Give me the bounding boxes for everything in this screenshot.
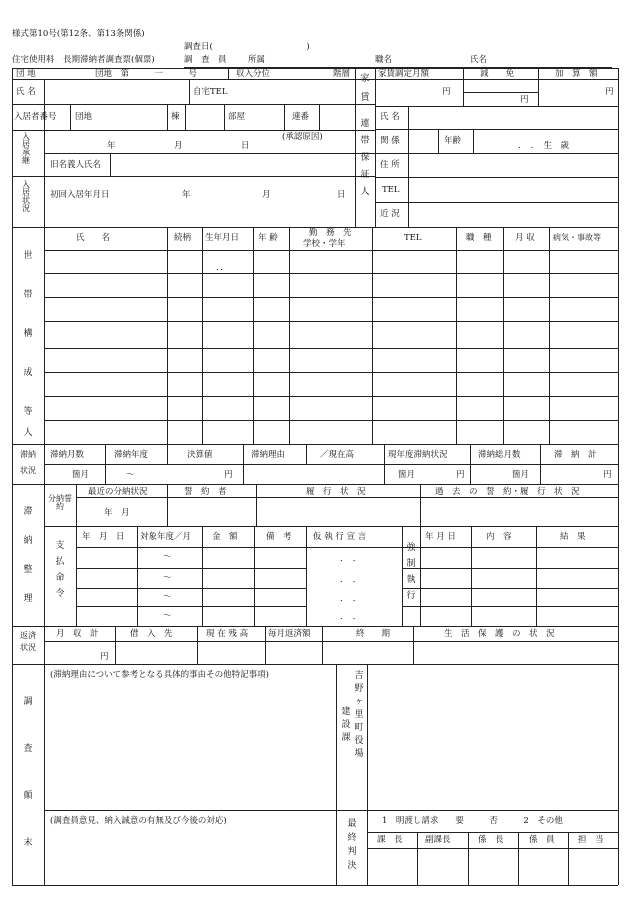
form-text: 円: [520, 95, 529, 105]
table-rule: [12, 130, 375, 131]
table-rule: [402, 606, 618, 607]
table-rule: [44, 250, 618, 251]
form-text: ． ．: [340, 612, 362, 622]
table-rule: [473, 129, 474, 153]
table-rule: [137, 526, 138, 626]
form-text: 連番: [292, 112, 310, 122]
table-rule: [518, 832, 519, 885]
survey-note-2: (調査員意見、納入誠意の有無及び今後の対応): [50, 816, 227, 826]
table-rule: [12, 664, 618, 665]
form-text: 関 係: [380, 136, 400, 146]
position-label: 職名: [375, 55, 393, 65]
form-text: 内 容: [486, 532, 512, 542]
table-rule: [375, 202, 618, 203]
rent-month-label: 家賃調定月額: [378, 69, 430, 79]
form-text: 仮 執 行 宣 言: [313, 532, 367, 542]
form-text: ．．: [216, 263, 229, 273]
form-text: 円: [224, 470, 233, 480]
form-text: 団地: [75, 112, 93, 122]
form-text: 病気・事故等: [553, 233, 601, 242]
table-rule: [256, 484, 257, 526]
addition-label: 加 算 額: [555, 69, 598, 79]
arrears-vertical: 滞納 状況: [20, 450, 36, 475]
form-text: 対象年度／月: [140, 532, 192, 542]
table-rule: [463, 68, 464, 106]
form-text: 滞納総月数: [478, 450, 521, 460]
table-rule: [44, 372, 618, 373]
table-rule: [12, 484, 618, 485]
form-text: 現 在 残 高: [206, 629, 249, 639]
form-text: 過 去 の 誓 約・履 行 状 況: [435, 487, 580, 497]
affiliation-label: 所属: [248, 55, 266, 65]
form-text: ． ． 生 歳: [518, 141, 570, 151]
form-text: ～: [163, 573, 172, 583]
table-rule: [115, 626, 116, 664]
form-text: 氏 名: [76, 233, 111, 243]
frame-left: [12, 68, 13, 885]
name-label: 氏 名: [16, 87, 36, 97]
form-text: 日: [337, 190, 346, 200]
form-text: 備 考: [266, 532, 292, 542]
form-text: 現年度滞納状況: [388, 450, 448, 460]
table-rule: [384, 444, 385, 484]
table-rule: [105, 444, 106, 484]
table-rule: [44, 810, 618, 811]
form-text: 円: [603, 470, 612, 480]
final-decision-vertical: 最 終 判 決: [347, 819, 357, 871]
table-rule: [284, 104, 285, 130]
office-vertical: 吉 野 ヶ 里 町 役 場: [354, 671, 364, 759]
table-rule: [167, 227, 168, 444]
resident-no-label: 入居者番号: [14, 112, 57, 122]
survey-note-1: (滞納理由について参考となる具体的事由その他特記事項): [50, 670, 269, 680]
forced-vertical: 強 制 執 行: [406, 543, 416, 601]
table-rule: [372, 227, 373, 444]
table-rule: [44, 444, 45, 484]
table-rule: [503, 227, 504, 444]
approval-reason: (承認原因): [282, 132, 323, 142]
table-rule: [438, 129, 439, 153]
form-text: 最近の分納状況: [88, 487, 148, 497]
table-rule: [367, 664, 368, 885]
table-rule: [367, 848, 618, 849]
table-rule: [375, 153, 618, 154]
form-text: 年齢: [444, 136, 462, 146]
table-rule: [76, 484, 77, 626]
table-rule: [253, 227, 254, 444]
table-rule: [44, 420, 618, 421]
table-rule: [468, 832, 469, 885]
table-rule: [76, 568, 306, 569]
table-rule: [228, 68, 229, 79]
form-text: 年 月 日: [425, 532, 456, 542]
table-rule: [456, 227, 457, 444]
form-text: 近 況: [380, 209, 400, 219]
table-rule: [375, 106, 618, 107]
table-rule: [336, 664, 337, 885]
form-number: 様式第10号(第12条、第13条関係): [12, 29, 145, 39]
form-text: 円: [605, 87, 614, 97]
table-rule: [417, 832, 418, 885]
table-rule: [322, 626, 323, 664]
table-rule: [44, 641, 618, 642]
first-date-label: 初回入居年月日: [50, 190, 110, 200]
table-rule: [44, 664, 45, 885]
table-rule: [44, 464, 618, 465]
form-text: 箇月: [512, 470, 530, 480]
table-rule: [470, 444, 471, 484]
danchi-label: 団 地: [16, 69, 36, 79]
home-tel-label: 自宅TEL: [193, 87, 228, 97]
table-rule: [540, 444, 541, 484]
form-text: 年: [182, 190, 191, 200]
table-rule: [44, 484, 45, 626]
table-rule: [44, 227, 45, 444]
table-rule: [319, 104, 320, 130]
table-rule: [12, 444, 618, 445]
table-rule: [408, 106, 409, 227]
form-text: 結 果: [560, 532, 586, 542]
form-text: ． ．: [340, 594, 362, 604]
eviction-request: 1 明渡し請求 要 否 2 その他: [382, 816, 563, 826]
table-rule: [76, 588, 306, 589]
survey-date: 調査日( ): [184, 42, 310, 52]
survey-vertical: 調 査 顛 末: [23, 697, 33, 848]
table-rule: [375, 177, 618, 178]
table-rule: [44, 396, 618, 397]
table-rule: [202, 526, 203, 626]
guarantor-vertical: 連 帯 保 証 人: [360, 119, 370, 197]
table-rule: [243, 444, 244, 484]
form-text: 続柄: [174, 233, 192, 243]
form-text: 日: [241, 141, 250, 151]
repayment-vertical: 返済 状況: [20, 631, 36, 652]
form-text: 毎月返済額: [268, 629, 311, 639]
form-text: ～: [163, 592, 172, 602]
form-text: 部屋: [228, 112, 246, 122]
table-rule: [44, 297, 618, 298]
form-text: TEL: [382, 185, 400, 195]
form-text: 係 長: [478, 835, 504, 845]
table-rule: [402, 526, 403, 626]
form-text: 課 長: [377, 835, 403, 845]
order-vertical: 支 払 命 令: [55, 541, 65, 599]
table-rule: [185, 104, 186, 130]
form-text: 勤 務 先: [309, 228, 352, 238]
table-rule: [189, 79, 190, 104]
table-rule: [471, 526, 472, 626]
form-text: 月: [262, 190, 271, 200]
reduction-label: 減 免: [480, 69, 515, 79]
form-text: 箇月: [398, 470, 416, 480]
table-rule: [167, 484, 168, 526]
table-rule: [402, 568, 618, 569]
form-text: 職 種: [466, 233, 492, 243]
former-name-label: 旧名義人氏名: [50, 160, 102, 170]
form-text: 副課長: [425, 835, 451, 845]
form-text: 氏 名: [380, 112, 400, 122]
table-rule: [402, 588, 618, 589]
table-rule: [413, 626, 414, 664]
form-text: 棟: [171, 112, 180, 122]
rent-vertical: 家 賃: [360, 74, 370, 103]
table-rule: [167, 444, 168, 464]
form-text: ～: [163, 552, 172, 562]
form-text: 学校・学年: [303, 239, 346, 249]
table-rule: [44, 626, 45, 664]
form-text: ～: [163, 611, 172, 621]
table-rule: [568, 832, 569, 885]
table-rule: [420, 484, 421, 526]
status-vertical: 入 居 状 況: [22, 180, 30, 213]
approval-vertical: 入 居 承 継: [22, 132, 30, 165]
form-text: 借 入 先: [130, 629, 173, 639]
table-rule: [367, 832, 618, 833]
table-rule: [463, 92, 538, 93]
form-text: 箇月: [72, 470, 90, 480]
table-rule: [420, 526, 421, 626]
form-text: 滞納年度: [114, 450, 149, 460]
table-rule: [375, 68, 376, 227]
form-text: 年 月: [104, 508, 130, 518]
form-text: 誓 約 者: [184, 487, 227, 497]
form-text: 担 当: [578, 835, 604, 845]
danchi-number: 団地 第 一 号: [95, 69, 198, 79]
form-text: 生年月日: [205, 233, 240, 243]
table-rule: [355, 68, 356, 227]
table-rule: [44, 273, 618, 274]
form-text: 滞納理由: [251, 450, 286, 460]
form-text: 円: [100, 652, 109, 662]
table-rule: [76, 606, 306, 607]
table-rule: [289, 227, 290, 444]
table-rule: [12, 104, 375, 105]
form-text: 終 期: [356, 629, 391, 639]
form-text: TEL: [404, 233, 422, 243]
table-rule: [12, 79, 618, 80]
frame-bottom: [12, 885, 618, 886]
table-rule: [44, 526, 618, 527]
form-text: 金 額: [212, 532, 238, 542]
form-text: 決算値: [187, 450, 213, 460]
table-rule: [70, 104, 71, 130]
table-rule: [202, 227, 203, 444]
form-text: 住 所: [380, 160, 400, 170]
dept-vertical: 建 設 課: [341, 707, 351, 743]
form-text: 円: [442, 87, 451, 97]
form-text: 係 員: [529, 835, 555, 845]
income-label: 収入分位: [236, 69, 271, 79]
table-rule: [167, 104, 168, 130]
table-rule: [44, 348, 618, 349]
name-label: 氏名: [470, 55, 488, 65]
table-rule: [44, 321, 618, 322]
table-rule: [224, 104, 225, 130]
form-text: 年 月 日: [82, 532, 125, 542]
form-text: 月 収: [515, 233, 535, 243]
pledge-label: 分納誓約: [48, 494, 72, 511]
form-text: 滞納月数: [50, 450, 85, 460]
table-rule: [538, 68, 539, 106]
table-rule: [254, 526, 255, 626]
form-title: 住宅使用料 長期滞納者調査票(個票): [12, 55, 155, 65]
table-rule: [110, 153, 111, 176]
form-text: 滞 納 計: [554, 450, 597, 460]
form-text: ～: [126, 470, 135, 480]
form-text: 年: [107, 141, 116, 151]
surveyor-label: 調 査 員: [184, 55, 227, 65]
frame-right: [618, 68, 619, 885]
table-rule: [197, 626, 198, 664]
floor-label: 階層: [333, 69, 351, 79]
table-rule: [549, 227, 550, 444]
household-vertical: 世 帯 構 成 等 人: [23, 251, 33, 438]
table-rule: [44, 153, 375, 154]
form-text: 生 活 保 護 の 状 況: [444, 629, 555, 639]
form-text: ． ．: [340, 575, 362, 585]
form-text: 履 行 状 況: [306, 487, 366, 497]
form-text: 月 収 計: [56, 629, 99, 639]
form-text: ． ．: [340, 554, 362, 564]
table-rule: [265, 626, 266, 664]
table-rule: [306, 526, 307, 626]
table-rule: [306, 444, 307, 464]
form-text: ／現在高: [320, 450, 355, 460]
table-rule: [536, 526, 537, 626]
table-rule: [76, 497, 618, 498]
table-rule: [44, 79, 45, 227]
form-text: 年 齢: [258, 233, 278, 243]
table-rule: [375, 129, 618, 130]
settlement-vertical: 滞 納 整 理: [23, 507, 33, 604]
table-rule: [12, 626, 618, 627]
form-text: 月: [174, 141, 183, 151]
table-rule: [12, 176, 375, 177]
form-text: 円: [456, 470, 465, 480]
